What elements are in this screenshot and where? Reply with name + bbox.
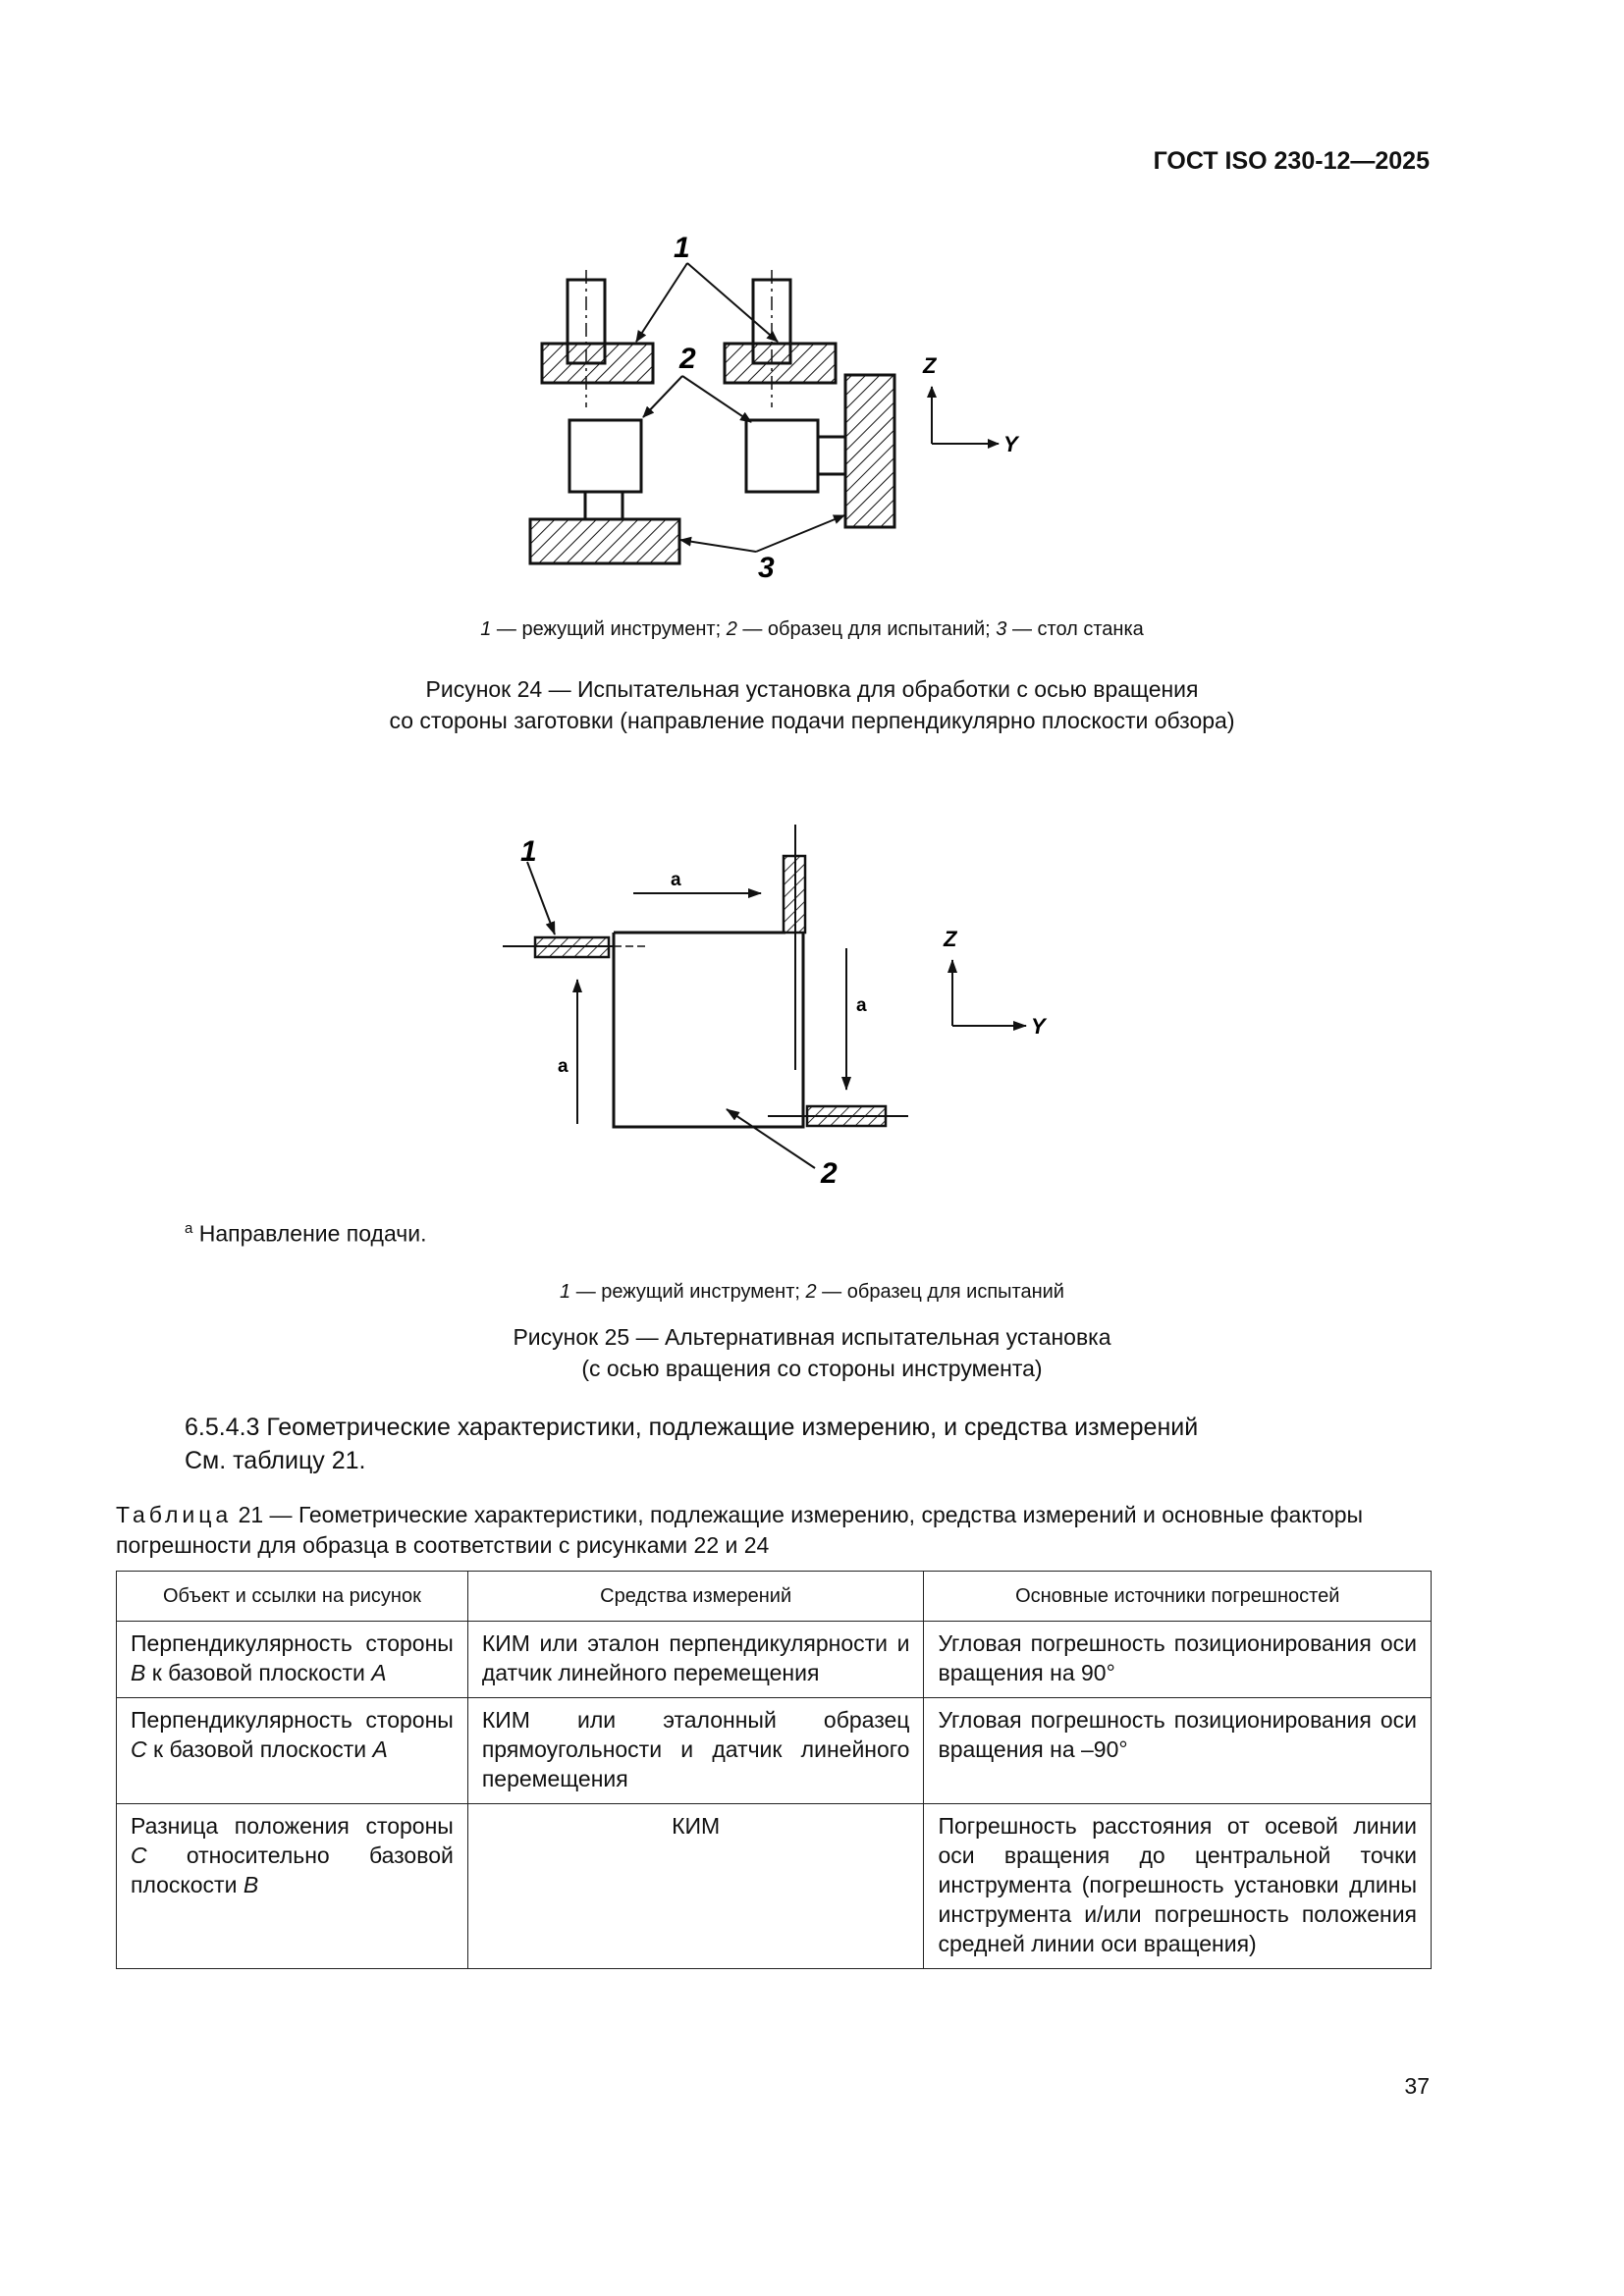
figure-25-legend: 1 — режущий инструмент; 2 — образец для испытаний: [560, 1281, 1064, 1303]
figure-25-drawing: [491, 815, 1080, 1198]
axis-z-label: Z: [923, 353, 937, 378]
cell-object: Разница положения стороны C относительно базовой плоскости B: [117, 1804, 468, 1969]
label-1: 1: [520, 835, 537, 868]
feed-label-left: a: [558, 1056, 568, 1077]
cell-means: КИМ или эталонный образец прямоугольности и датчик линейного перемещения: [467, 1698, 924, 1804]
feed-label-top: a: [671, 870, 681, 890]
table-21-caption: Таблица 21 — Геометрические характеристики, подлежащие измерению, средства измерений и основные факторы погрешности для образца в соответствии с рисунками 22 и 24: [116, 1502, 1364, 1558]
cutting-tool-left: [542, 270, 653, 407]
cell-object: Перпендикулярность стороны B к базовой плоскости A: [117, 1622, 468, 1698]
figure-24-legend: 1 — режущий инструмент; 2 — образец для испытаний; 3 — стол станка: [480, 618, 1144, 640]
document-code: ГОСТ ISO 230-12—2025: [1153, 147, 1430, 175]
cell-errors: Угловая погрешность позиционирования оси вращения на 90°: [924, 1622, 1432, 1698]
test-specimen-right: [746, 375, 894, 527]
label-1: 1: [674, 232, 690, 264]
table-row: [117, 1622, 1432, 1698]
cell-object: Перпендикулярность стороны C к базовой плоскости A: [117, 1698, 468, 1804]
label-3: 3: [758, 552, 775, 584]
table-row: [117, 1804, 1432, 1969]
header-means: Средства измерений: [467, 1572, 924, 1622]
axis-y-label: Y: [1031, 1014, 1046, 1039]
section-text: См. таблицу 21.: [185, 1447, 366, 1474]
table-21: [116, 1571, 1432, 1969]
header-errors: Основные источники погрешностей: [924, 1572, 1432, 1622]
label-2: 2: [679, 343, 696, 375]
axis-z-label: Z: [944, 927, 957, 951]
figure-24-caption: Рисунок 24 — Испытательная установка для обработки с осью вращения со стороны заготовки (направление подачи перпендикулярно плоскости обзора): [389, 676, 1235, 733]
cell-errors: Погрешность расстояния от осевой линии оси вращения до центральной точки инструмента (погрешность установки длины инструмента и/или погрешность положения средней линии оси вращения): [924, 1804, 1432, 1969]
header-object: Объект и ссылки на рисунок: [117, 1572, 468, 1622]
cutting-tool-right: [725, 270, 836, 407]
section-heading: 6.5.4.3 Геометрические характеристики, подлежащие измерению, и средства измерений: [185, 1414, 1199, 1441]
page-number: 37: [1404, 2073, 1430, 2099]
cell-errors: Угловая погрешность позиционирования оси вращения на –90°: [924, 1698, 1432, 1804]
table-header-row: [117, 1572, 1432, 1622]
table-row: [117, 1698, 1432, 1804]
cell-means: КИМ: [467, 1804, 924, 1969]
feed-label-right: a: [856, 995, 867, 1016]
figure-25-caption: Рисунок 25 — Альтернативная испытательная установка (с осью вращения со стороны инструмента): [513, 1324, 1111, 1381]
cell-means: КИМ или эталон перпендикулярности и датчик линейного перемещения: [467, 1622, 924, 1698]
axis-y-label: Y: [1003, 432, 1018, 456]
figure-25-footnote: $^a$ Направление подачи.: [185, 1220, 427, 1247]
label-2: 2: [821, 1157, 838, 1190]
test-specimen-left: [530, 420, 679, 563]
figure-24-drawing: [511, 216, 1060, 599]
